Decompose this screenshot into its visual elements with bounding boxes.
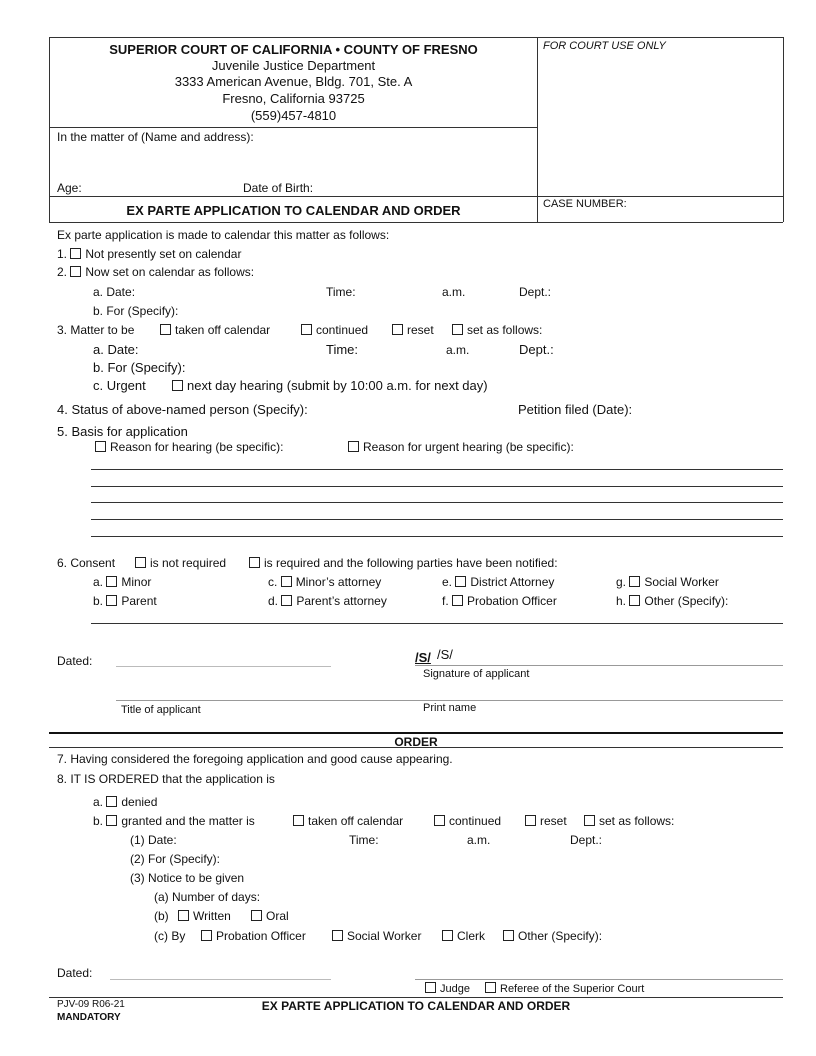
item-5: 5. Basis for application xyxy=(57,424,188,439)
checkbox[interactable] xyxy=(172,380,183,391)
reason-line[interactable] xyxy=(91,502,783,503)
checkbox[interactable] xyxy=(281,595,292,606)
order-dept[interactable]: Dept.: xyxy=(570,833,603,847)
signature-value[interactable]: /S/ xyxy=(437,647,453,662)
option-reason-hearing[interactable]: Reason for hearing (be specific): xyxy=(95,440,283,454)
checkbox[interactable] xyxy=(293,815,304,826)
option-taken-off[interactable]: taken off calendar xyxy=(160,323,270,337)
item-3a-am: a.m. xyxy=(446,343,470,357)
checkbox[interactable] xyxy=(452,595,463,606)
item-6: 6. Consent xyxy=(57,556,116,570)
footer-title: EX PARTE APPLICATION TO CALENDAR AND ORDER xyxy=(261,999,571,1013)
signature-mark: /S/ xyxy=(415,650,431,665)
address-divider xyxy=(49,127,537,128)
checkbox[interactable] xyxy=(442,930,453,941)
order-notice-type: (b) xyxy=(154,909,169,923)
checkbox[interactable] xyxy=(348,441,359,452)
item-2[interactable]: 2. Now set on calendar as follows: xyxy=(57,265,255,279)
option-set[interactable]: set as follows: xyxy=(452,323,542,337)
checkbox[interactable] xyxy=(249,557,260,568)
checkbox[interactable] xyxy=(178,910,189,921)
order-divider xyxy=(49,732,783,734)
header-bottom-border xyxy=(49,222,783,223)
item-2a-am: a.m. xyxy=(442,285,466,299)
party-district-attorney[interactable]: e. District Attorney xyxy=(442,575,555,589)
checkbox[interactable] xyxy=(503,930,514,941)
form-title: EX PARTE APPLICATION TO CALENDAR AND ORDER xyxy=(126,203,461,218)
order-continued[interactable]: continued xyxy=(434,814,501,828)
mandatory-label: MANDATORY xyxy=(57,1012,121,1023)
other-parties-line[interactable] xyxy=(91,623,783,624)
option-written[interactable]: Written xyxy=(178,909,231,923)
checkbox[interactable] xyxy=(584,815,595,826)
dated-line[interactable] xyxy=(116,666,331,667)
order-dated-label: Dated: xyxy=(57,966,93,980)
party-social-worker[interactable]: g. Social Worker xyxy=(616,575,719,589)
checkbox[interactable] xyxy=(106,815,117,826)
option-by-other[interactable]: Other (Specify): xyxy=(503,929,602,943)
party-minor[interactable]: a. Minor xyxy=(93,575,152,589)
party-parent[interactable]: b. Parent xyxy=(93,594,157,608)
matter-label[interactable]: In the matter of (Name and address): xyxy=(57,130,254,144)
party-parents-attorney[interactable]: d. Parent’s attorney xyxy=(268,594,387,608)
order-heading-line xyxy=(49,747,783,748)
checkbox[interactable] xyxy=(281,576,292,587)
option-by-social-worker[interactable]: Social Worker xyxy=(332,929,421,943)
order-heading: ORDER xyxy=(394,735,438,749)
option-by-probation[interactable]: Probation Officer xyxy=(201,929,306,943)
address-line-1: 3333 American Avenue, Bldg. 701, Ste. A xyxy=(174,74,413,89)
print-name-label: Print name xyxy=(423,702,477,714)
order-reset[interactable]: reset xyxy=(525,814,567,828)
option-continued[interactable]: continued xyxy=(301,323,368,337)
option-granted[interactable]: b. granted and the matter is xyxy=(93,814,255,828)
item-3b[interactable]: b. For (Specify): xyxy=(93,360,186,375)
checkbox[interactable] xyxy=(434,815,445,826)
order-number-days[interactable]: (a) Number of days: xyxy=(154,890,261,904)
checkbox[interactable] xyxy=(201,930,212,941)
item-3a-time[interactable]: Time: xyxy=(326,342,359,357)
reason-line[interactable] xyxy=(91,519,783,520)
option-reset[interactable]: reset xyxy=(392,323,434,337)
item-7: 7. Having considered the foregoing application and good cause appearing. xyxy=(57,752,453,766)
checkbox[interactable] xyxy=(106,796,117,807)
order-taken-off[interactable]: taken off calendar xyxy=(293,814,403,828)
order-date[interactable]: (1) Date: xyxy=(130,833,177,847)
header-right-border xyxy=(783,37,784,222)
option-consent-not-required[interactable]: is not required xyxy=(135,556,226,570)
checkbox[interactable] xyxy=(525,815,536,826)
checkbox[interactable] xyxy=(70,266,81,277)
item-2a-date[interactable]: a. Date: xyxy=(93,285,136,299)
dob-label[interactable]: Date of Birth: xyxy=(243,181,314,195)
phone: (559)457-4810 xyxy=(250,108,337,123)
order-notice-by: (c) By xyxy=(154,929,186,943)
header-top-border xyxy=(49,37,783,38)
checkbox[interactable] xyxy=(485,982,496,993)
party-probation-officer[interactable]: f. Probation Officer xyxy=(442,594,557,608)
footer-line xyxy=(49,997,783,998)
checkbox[interactable] xyxy=(629,595,640,606)
checkbox[interactable] xyxy=(301,324,312,335)
department: Juvenile Justice Department xyxy=(211,58,376,73)
item-2a-dept[interactable]: Dept.: xyxy=(519,285,552,299)
age-label[interactable]: Age: xyxy=(57,181,82,195)
checkbox[interactable] xyxy=(251,910,262,921)
item-3a-dept[interactable]: Dept.: xyxy=(519,342,554,357)
order-time[interactable]: Time: xyxy=(349,833,379,847)
item-2b[interactable]: b. For (Specify): xyxy=(93,304,179,318)
item-3: 3. Matter to be xyxy=(57,323,135,337)
title-label: Title of applicant xyxy=(121,704,201,716)
item-1[interactable]: 1. Not presently set on calendar xyxy=(57,247,242,261)
checkbox[interactable] xyxy=(392,324,403,335)
option-consent-required[interactable]: is required and the following parties have been notified: xyxy=(249,556,558,570)
option-reason-urgent[interactable]: Reason for urgent hearing (be specific): xyxy=(348,440,574,454)
title-name-line[interactable] xyxy=(116,700,783,701)
court-name: SUPERIOR COURT OF CALIFORNIA • COUNTY OF FRESNO xyxy=(109,42,478,57)
dated-label: Dated: xyxy=(57,654,93,668)
judge-signature-line[interactable] xyxy=(415,979,783,980)
option-oral[interactable]: Oral xyxy=(251,909,289,923)
order-set[interactable]: set as follows: xyxy=(584,814,674,828)
option-by-clerk[interactable]: Clerk xyxy=(442,929,485,943)
checkbox[interactable] xyxy=(106,576,117,587)
order-notice: (3) Notice to be given xyxy=(130,871,245,885)
intro: Ex parte application is made to calendar this matter as follows: xyxy=(57,228,390,242)
option-referee[interactable]: Referee of the Superior Court xyxy=(485,982,644,995)
checkbox[interactable] xyxy=(106,595,117,606)
reason-line[interactable] xyxy=(91,486,783,487)
item-8: 8. IT IS ORDERED that the application is xyxy=(57,772,275,786)
checkbox[interactable] xyxy=(95,441,106,452)
signature-line xyxy=(415,665,783,666)
option-judge[interactable]: Judge xyxy=(425,982,470,995)
reason-line[interactable] xyxy=(91,469,783,470)
checkbox[interactable] xyxy=(629,576,640,587)
option-next-day[interactable]: next day hearing (submit by 10:00 a.m. for next day) xyxy=(172,378,488,393)
form-code: PJV-09 R06-21 xyxy=(57,999,125,1010)
court-use-divider xyxy=(537,37,538,222)
checkbox[interactable] xyxy=(70,248,81,259)
option-denied[interactable]: a. denied xyxy=(93,795,158,809)
reason-line[interactable] xyxy=(91,536,783,537)
case-number-label[interactable]: CASE NUMBER: xyxy=(543,198,627,210)
party-other[interactable]: h. Other (Specify): xyxy=(616,594,729,608)
checkbox[interactable] xyxy=(135,557,146,568)
item-3a-date[interactable]: a. Date: xyxy=(93,342,139,357)
party-minors-attorney[interactable]: c. Minor’s attorney xyxy=(268,575,382,589)
checkbox[interactable] xyxy=(160,324,171,335)
item-4[interactable]: 4. Status of above-named person (Specify): xyxy=(57,402,308,417)
order-for[interactable]: (2) For (Specify): xyxy=(130,852,221,866)
item-3c: c. Urgent xyxy=(93,378,146,393)
address-line-2: Fresno, California 93725 xyxy=(222,91,365,106)
checkbox[interactable] xyxy=(452,324,463,335)
checkbox[interactable] xyxy=(455,576,466,587)
item-2a-time[interactable]: Time: xyxy=(326,285,356,299)
checkbox[interactable] xyxy=(425,982,436,993)
signature-label: Signature of applicant xyxy=(423,668,530,680)
court-use-label: FOR COURT USE ONLY xyxy=(543,40,666,52)
header-mid-border xyxy=(49,196,783,197)
checkbox[interactable] xyxy=(332,930,343,941)
petition-filed[interactable]: Petition filed (Date): xyxy=(518,402,633,417)
order-am: a.m. xyxy=(467,833,491,847)
order-dated-line[interactable] xyxy=(110,979,331,980)
